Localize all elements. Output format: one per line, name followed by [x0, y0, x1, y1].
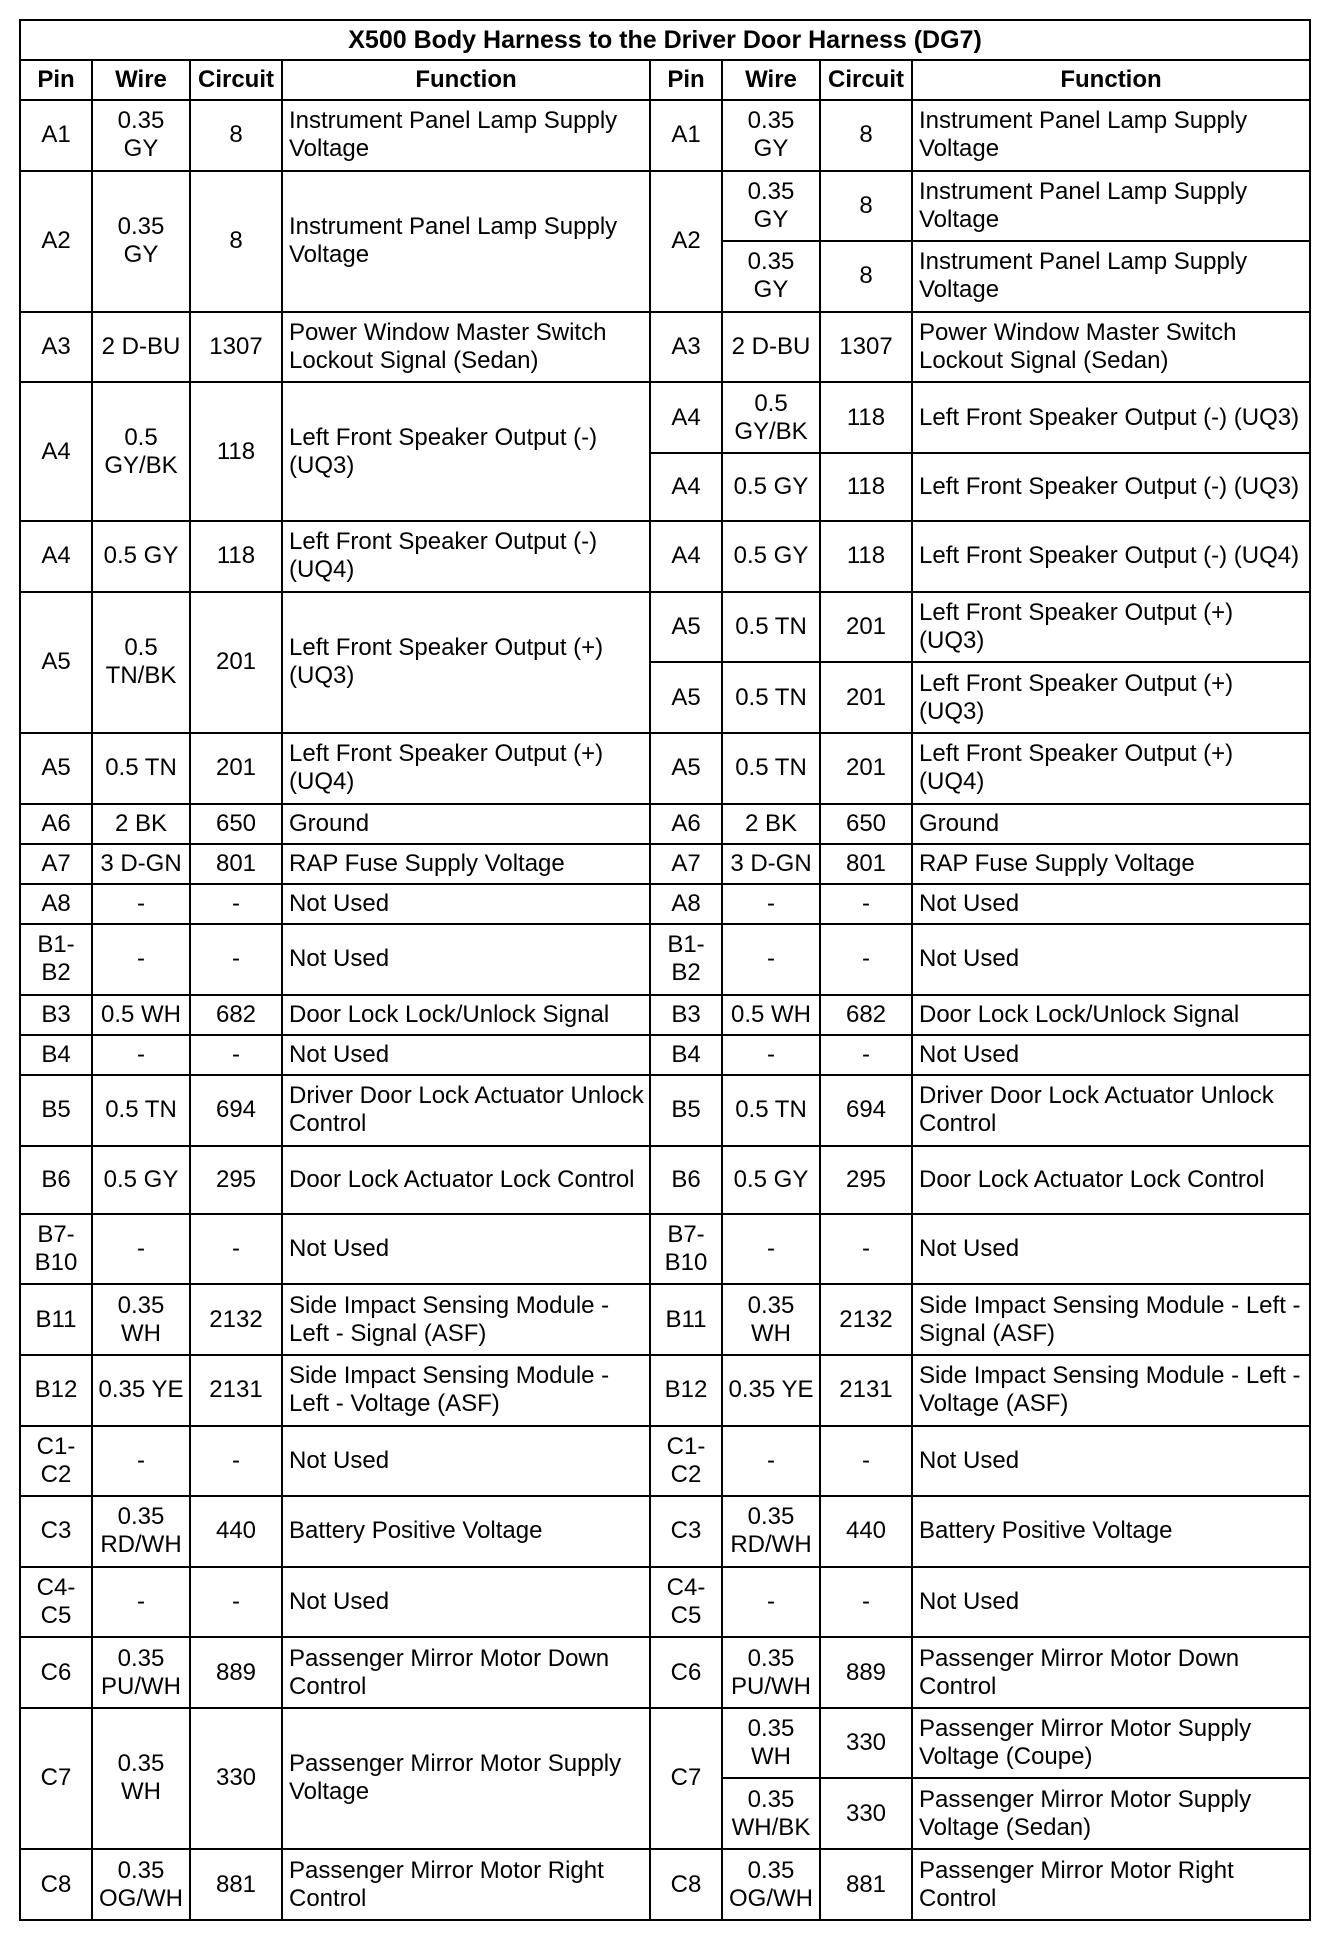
- harness-pinout-table: [19, 19, 1311, 1921]
- left-circuit-cell: -: [190, 1214, 282, 1285]
- right-pin-cell: A5: [650, 662, 722, 733]
- left-circuit-cell: 2131: [190, 1355, 282, 1426]
- left-pin-cell: A8: [20, 884, 92, 924]
- left-pin-cell: B1-B2: [20, 924, 92, 995]
- right-pin-cell: A1: [650, 100, 722, 171]
- left-circuit-cell: 881: [190, 1849, 282, 1920]
- left-function-cell: Side Impact Sensing Module - Left - Signal (ASF): [282, 1284, 650, 1355]
- table-row: [20, 1637, 1310, 1708]
- right-function-cell: Instrument Panel Lamp Supply Voltage: [912, 100, 1310, 171]
- right-circuit-cell: -: [820, 1214, 912, 1285]
- right-wire-cell: 0.5 TN: [722, 662, 820, 733]
- left-function-cell: Passenger Mirror Motor Down Control: [282, 1637, 650, 1708]
- right-function-cell: Not Used: [912, 884, 1310, 924]
- right-pin-cell: A4: [650, 382, 722, 453]
- right-wire-cell: 3 D-GN: [722, 844, 820, 884]
- right-wire-cell: 0.5 GY: [722, 521, 820, 592]
- left-wire-cell: -: [92, 884, 190, 924]
- right-pin-cell: B1-B2: [650, 924, 722, 995]
- table-row: [20, 592, 1310, 663]
- left-circuit-cell: 650: [190, 804, 282, 844]
- right-circuit-cell: 118: [820, 453, 912, 521]
- right-function-cell: Not Used: [912, 1567, 1310, 1638]
- table-title: X500 Body Harness to the Driver Door Harness (DG7): [20, 20, 1310, 60]
- left-wire-cell: -: [92, 1035, 190, 1075]
- right-pin-cell: B4: [650, 1035, 722, 1075]
- left-wire-cell: -: [92, 924, 190, 995]
- left-circuit-cell: 330: [190, 1708, 282, 1849]
- left-function-cell: Left Front Speaker Output (+) (UQ3): [282, 592, 650, 733]
- left-pin-cell: B3: [20, 995, 92, 1035]
- table-row: [20, 1214, 1310, 1285]
- left-pin-cell: A4: [20, 521, 92, 592]
- left-circuit-cell: 2132: [190, 1284, 282, 1355]
- right-pin-cell: A5: [650, 592, 722, 663]
- header-pin-right: Pin: [650, 60, 722, 100]
- right-circuit-cell: 694: [820, 1075, 912, 1146]
- right-circuit-cell: 118: [820, 382, 912, 453]
- left-function-cell: Not Used: [282, 1567, 650, 1638]
- right-function-cell: Side Impact Sensing Module - Left - Signal (ASF): [912, 1284, 1310, 1355]
- left-circuit-cell: 118: [190, 382, 282, 521]
- right-function-cell: Not Used: [912, 924, 1310, 995]
- left-wire-cell: 0.5 GY: [92, 1146, 190, 1214]
- left-wire-cell: -: [92, 1214, 190, 1285]
- right-wire-cell: -: [722, 1426, 820, 1497]
- right-pin-cell: A2: [650, 171, 722, 312]
- left-function-cell: Left Front Speaker Output (+) (UQ4): [282, 733, 650, 804]
- left-wire-cell: 0.35 PU/WH: [92, 1637, 190, 1708]
- header-function-right: Function: [912, 60, 1310, 100]
- right-function-cell: Power Window Master Switch Lockout Signal (Sedan): [912, 312, 1310, 383]
- left-wire-cell: 0.35 YE: [92, 1355, 190, 1426]
- right-wire-cell: -: [722, 1567, 820, 1638]
- table-row: [20, 733, 1310, 804]
- right-function-cell: Battery Positive Voltage: [912, 1496, 1310, 1567]
- left-circuit-cell: -: [190, 1035, 282, 1075]
- right-wire-cell: 0.5 TN: [722, 1075, 820, 1146]
- right-function-cell: RAP Fuse Supply Voltage: [912, 844, 1310, 884]
- table-row: [20, 844, 1310, 884]
- left-wire-cell: 3 D-GN: [92, 844, 190, 884]
- left-function-cell: Instrument Panel Lamp Supply Voltage: [282, 171, 650, 312]
- right-wire-cell: 0.5 GY: [722, 453, 820, 521]
- right-function-cell: Left Front Speaker Output (-) (UQ3): [912, 453, 1310, 521]
- left-wire-cell: 0.5 GY/BK: [92, 382, 190, 521]
- header-circuit-left: Circuit: [190, 60, 282, 100]
- left-wire-cell: 0.5 TN: [92, 1075, 190, 1146]
- left-circuit-cell: 8: [190, 171, 282, 312]
- right-pin-cell: C4-C5: [650, 1567, 722, 1638]
- left-pin-cell: A5: [20, 592, 92, 733]
- right-circuit-cell: -: [820, 884, 912, 924]
- right-circuit-cell: 650: [820, 804, 912, 844]
- left-function-cell: Ground: [282, 804, 650, 844]
- header-wire-right: Wire: [722, 60, 820, 100]
- right-wire-cell: 0.35 OG/WH: [722, 1849, 820, 1920]
- right-pin-cell: A4: [650, 521, 722, 592]
- right-wire-cell: 0.35 PU/WH: [722, 1637, 820, 1708]
- table-row: [20, 382, 1310, 453]
- right-wire-cell: 0.35 GY: [722, 171, 820, 242]
- right-pin-cell: C8: [650, 1849, 722, 1920]
- right-wire-cell: -: [722, 1035, 820, 1075]
- right-function-cell: Instrument Panel Lamp Supply Voltage: [912, 241, 1310, 312]
- left-function-cell: Door Lock Lock/Unlock Signal: [282, 995, 650, 1035]
- right-wire-cell: 0.35 RD/WH: [722, 1496, 820, 1567]
- left-pin-cell: B5: [20, 1075, 92, 1146]
- left-pin-cell: C1-C2: [20, 1426, 92, 1497]
- right-circuit-cell: -: [820, 1035, 912, 1075]
- right-wire-cell: 0.35 WH: [722, 1284, 820, 1355]
- right-function-cell: Not Used: [912, 1426, 1310, 1497]
- table-row: [20, 804, 1310, 844]
- right-wire-cell: 0.35 YE: [722, 1355, 820, 1426]
- left-function-cell: Left Front Speaker Output (-) (UQ4): [282, 521, 650, 592]
- right-wire-cell: 0.35 WH/BK: [722, 1778, 820, 1849]
- right-pin-cell: B5: [650, 1075, 722, 1146]
- table-body: [20, 100, 1310, 1920]
- right-function-cell: Instrument Panel Lamp Supply Voltage: [912, 171, 1310, 242]
- right-wire-cell: 0.35 GY: [722, 100, 820, 171]
- right-function-cell: Passenger Mirror Motor Right Control: [912, 1849, 1310, 1920]
- left-function-cell: Not Used: [282, 924, 650, 995]
- right-function-cell: Passenger Mirror Motor Supply Voltage (Sedan): [912, 1778, 1310, 1849]
- right-function-cell: Door Lock Actuator Lock Control: [912, 1146, 1310, 1214]
- left-circuit-cell: -: [190, 1426, 282, 1497]
- left-pin-cell: A3: [20, 312, 92, 383]
- right-wire-cell: 0.5 GY: [722, 1146, 820, 1214]
- right-function-cell: Left Front Speaker Output (+) (UQ4): [912, 733, 1310, 804]
- left-wire-cell: -: [92, 1567, 190, 1638]
- left-circuit-cell: -: [190, 924, 282, 995]
- table-row: [20, 1708, 1310, 1779]
- table-row: [20, 521, 1310, 592]
- left-circuit-cell: -: [190, 884, 282, 924]
- right-pin-cell: A8: [650, 884, 722, 924]
- right-circuit-cell: 1307: [820, 312, 912, 383]
- left-circuit-cell: 8: [190, 100, 282, 171]
- left-function-cell: Not Used: [282, 1426, 650, 1497]
- left-circuit-cell: 682: [190, 995, 282, 1035]
- right-pin-cell: C1-C2: [650, 1426, 722, 1497]
- left-circuit-cell: 694: [190, 1075, 282, 1146]
- header-function-left: Function: [282, 60, 650, 100]
- left-circuit-cell: -: [190, 1567, 282, 1638]
- right-circuit-cell: 201: [820, 733, 912, 804]
- right-wire-cell: 0.5 TN: [722, 592, 820, 663]
- left-wire-cell: 0.5 WH: [92, 995, 190, 1035]
- right-pin-cell: B6: [650, 1146, 722, 1214]
- right-pin-cell: C6: [650, 1637, 722, 1708]
- left-circuit-cell: 801: [190, 844, 282, 884]
- right-circuit-cell: 801: [820, 844, 912, 884]
- left-wire-cell: 0.5 GY: [92, 521, 190, 592]
- right-circuit-cell: -: [820, 1426, 912, 1497]
- left-function-cell: RAP Fuse Supply Voltage: [282, 844, 650, 884]
- right-function-cell: Passenger Mirror Motor Supply Voltage (Coupe): [912, 1708, 1310, 1779]
- left-wire-cell: 0.35 WH: [92, 1284, 190, 1355]
- left-pin-cell: B12: [20, 1355, 92, 1426]
- left-wire-cell: 0.35 RD/WH: [92, 1496, 190, 1567]
- table-row: [20, 1426, 1310, 1497]
- right-wire-cell: -: [722, 924, 820, 995]
- right-circuit-cell: 201: [820, 662, 912, 733]
- left-pin-cell: C7: [20, 1708, 92, 1849]
- right-wire-cell: 0.35 WH: [722, 1708, 820, 1779]
- table-row: [20, 312, 1310, 383]
- table-row: [20, 1075, 1310, 1146]
- right-pin-cell: A3: [650, 312, 722, 383]
- table-row: [20, 1035, 1310, 1075]
- right-function-cell: Driver Door Lock Actuator Unlock Control: [912, 1075, 1310, 1146]
- left-pin-cell: C3: [20, 1496, 92, 1567]
- left-function-cell: Left Front Speaker Output (-) (UQ3): [282, 382, 650, 521]
- right-wire-cell: -: [722, 884, 820, 924]
- header-pin-left: Pin: [20, 60, 92, 100]
- left-wire-cell: 0.35 GY: [92, 171, 190, 312]
- table-row: [20, 1496, 1310, 1567]
- left-pin-cell: A1: [20, 100, 92, 171]
- right-function-cell: Left Front Speaker Output (+) (UQ3): [912, 592, 1310, 663]
- left-circuit-cell: 201: [190, 592, 282, 733]
- right-pin-cell: C3: [650, 1496, 722, 1567]
- right-wire-cell: 2 D-BU: [722, 312, 820, 383]
- left-wire-cell: 0.35 WH: [92, 1708, 190, 1849]
- left-wire-cell: 0.35 OG/WH: [92, 1849, 190, 1920]
- right-function-cell: Left Front Speaker Output (+) (UQ3): [912, 662, 1310, 733]
- left-circuit-cell: 201: [190, 733, 282, 804]
- right-wire-cell: 0.5 GY/BK: [722, 382, 820, 453]
- left-pin-cell: B4: [20, 1035, 92, 1075]
- table-row: [20, 171, 1310, 242]
- right-circuit-cell: 118: [820, 521, 912, 592]
- left-circuit-cell: 889: [190, 1637, 282, 1708]
- right-circuit-cell: 881: [820, 1849, 912, 1920]
- right-wire-cell: -: [722, 1214, 820, 1285]
- table-row: [20, 884, 1310, 924]
- right-function-cell: Side Impact Sensing Module - Left - Voltage (ASF): [912, 1355, 1310, 1426]
- right-wire-cell: 0.35 GY: [722, 241, 820, 312]
- right-pin-cell: A7: [650, 844, 722, 884]
- left-function-cell: Power Window Master Switch Lockout Signal (Sedan): [282, 312, 650, 383]
- left-function-cell: Battery Positive Voltage: [282, 1496, 650, 1567]
- right-wire-cell: 2 BK: [722, 804, 820, 844]
- left-wire-cell: 0.5 TN: [92, 733, 190, 804]
- left-wire-cell: 0.35 GY: [92, 100, 190, 171]
- right-circuit-cell: 8: [820, 241, 912, 312]
- table-row: [20, 1284, 1310, 1355]
- left-pin-cell: C8: [20, 1849, 92, 1920]
- right-circuit-cell: 330: [820, 1778, 912, 1849]
- left-pin-cell: C6: [20, 1637, 92, 1708]
- table-row: [20, 995, 1310, 1035]
- right-circuit-cell: 8: [820, 171, 912, 242]
- table-row: [20, 924, 1310, 995]
- right-circuit-cell: -: [820, 924, 912, 995]
- left-pin-cell: A4: [20, 382, 92, 521]
- right-pin-cell: A6: [650, 804, 722, 844]
- right-function-cell: Ground: [912, 804, 1310, 844]
- right-circuit-cell: 201: [820, 592, 912, 663]
- right-pin-cell: B3: [650, 995, 722, 1035]
- right-function-cell: Passenger Mirror Motor Down Control: [912, 1637, 1310, 1708]
- left-function-cell: Door Lock Actuator Lock Control: [282, 1146, 650, 1214]
- table-row: [20, 1355, 1310, 1426]
- left-wire-cell: 0.5 TN/BK: [92, 592, 190, 733]
- right-function-cell: Door Lock Lock/Unlock Signal: [912, 995, 1310, 1035]
- right-function-cell: Not Used: [912, 1214, 1310, 1285]
- left-function-cell: Side Impact Sensing Module - Left - Voltage (ASF): [282, 1355, 650, 1426]
- header-circuit-right: Circuit: [820, 60, 912, 100]
- right-pin-cell: B7-B10: [650, 1214, 722, 1285]
- left-pin-cell: B7-B10: [20, 1214, 92, 1285]
- right-circuit-cell: 8: [820, 100, 912, 171]
- left-function-cell: Not Used: [282, 1035, 650, 1075]
- right-function-cell: Not Used: [912, 1035, 1310, 1075]
- left-pin-cell: B11: [20, 1284, 92, 1355]
- left-wire-cell: 2 BK: [92, 804, 190, 844]
- left-circuit-cell: 440: [190, 1496, 282, 1567]
- header-row: [20, 60, 1310, 100]
- left-function-cell: Passenger Mirror Motor Supply Voltage: [282, 1708, 650, 1849]
- left-pin-cell: C4-C5: [20, 1567, 92, 1638]
- table-row: [20, 100, 1310, 171]
- table-row: [20, 1849, 1310, 1920]
- left-circuit-cell: 118: [190, 521, 282, 592]
- right-circuit-cell: 2131: [820, 1355, 912, 1426]
- right-pin-cell: B12: [650, 1355, 722, 1426]
- right-pin-cell: A4: [650, 453, 722, 521]
- left-function-cell: Instrument Panel Lamp Supply Voltage: [282, 100, 650, 171]
- right-circuit-cell: 2132: [820, 1284, 912, 1355]
- right-wire-cell: 0.5 TN: [722, 733, 820, 804]
- header-wire-left: Wire: [92, 60, 190, 100]
- left-wire-cell: 2 D-BU: [92, 312, 190, 383]
- table-row: [20, 1146, 1310, 1214]
- left-pin-cell: A7: [20, 844, 92, 884]
- left-pin-cell: A2: [20, 171, 92, 312]
- right-pin-cell: B11: [650, 1284, 722, 1355]
- right-circuit-cell: 889: [820, 1637, 912, 1708]
- right-wire-cell: 0.5 WH: [722, 995, 820, 1035]
- left-pin-cell: A5: [20, 733, 92, 804]
- left-circuit-cell: 295: [190, 1146, 282, 1214]
- right-circuit-cell: 440: [820, 1496, 912, 1567]
- left-circuit-cell: 1307: [190, 312, 282, 383]
- right-function-cell: Left Front Speaker Output (-) (UQ4): [912, 521, 1310, 592]
- right-circuit-cell: 682: [820, 995, 912, 1035]
- left-function-cell: Not Used: [282, 1214, 650, 1285]
- left-function-cell: Not Used: [282, 884, 650, 924]
- left-function-cell: Passenger Mirror Motor Right Control: [282, 1849, 650, 1920]
- left-pin-cell: A6: [20, 804, 92, 844]
- left-wire-cell: -: [92, 1426, 190, 1497]
- right-function-cell: Left Front Speaker Output (-) (UQ3): [912, 382, 1310, 453]
- right-circuit-cell: -: [820, 1567, 912, 1638]
- right-circuit-cell: 330: [820, 1708, 912, 1779]
- left-function-cell: Driver Door Lock Actuator Unlock Control: [282, 1075, 650, 1146]
- right-pin-cell: C7: [650, 1708, 722, 1849]
- right-circuit-cell: 295: [820, 1146, 912, 1214]
- left-pin-cell: B6: [20, 1146, 92, 1214]
- right-pin-cell: A5: [650, 733, 722, 804]
- table-row: [20, 1567, 1310, 1638]
